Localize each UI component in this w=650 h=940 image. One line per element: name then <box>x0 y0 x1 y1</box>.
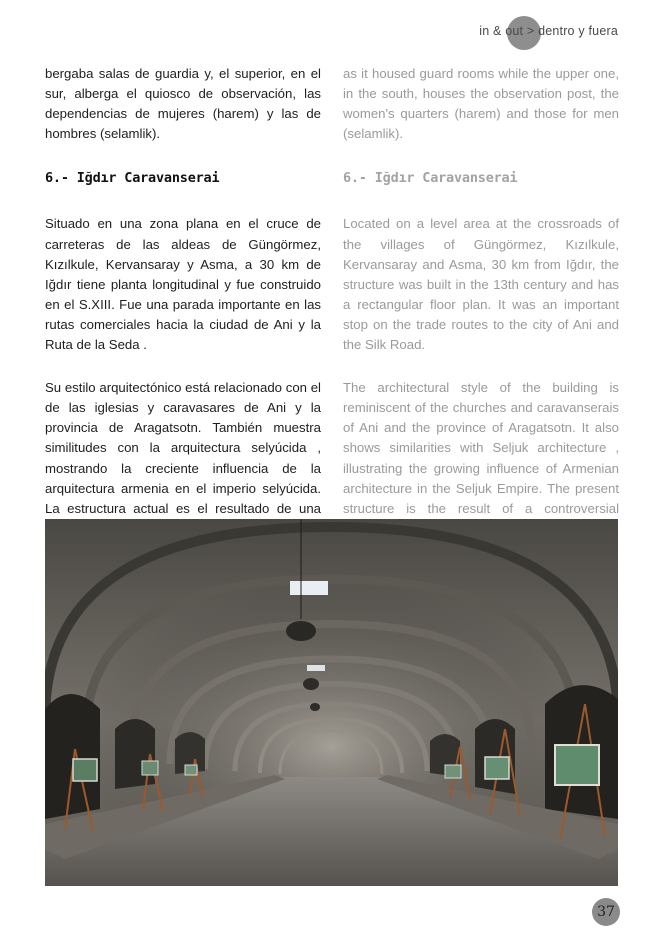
spanish-paragraph-1: Situado en una zona plana en el cruce de carreteras de las aldeas de Güngörmez, Kızılkule, Kervansaray y Asma, a 30 km de Iğdır tiene planta longitudinal y fue construido en el S.XIII. Fue una parada importante en las rutas comerciales hacia la ciudad de Ani y la Ruta de la Seda . <box>45 216 321 353</box>
spanish-intro: bergaba salas de guardia y, el superior, en el sur, alberga el quiosco de observación, las dependencias de mujeres (harem) y las de hombres (selamlik). <box>45 66 321 142</box>
spanish-heading: 6.- Iğdır Caravanserai <box>45 170 220 187</box>
spanish-paragraph-2: Su estilo arquitectónico está relacionado con el de las iglesias y caravasares de Ani y la provincia de Aragatsotn. También muestra similitudes con la arquitectura selyúcida , mostrando la creciente influencia de la arquitectura armenia en el imperio selyúcida. La estructura actual es el resultado de una <box>45 380 321 516</box>
caravanserai-photo <box>45 519 618 886</box>
english-paragraph-2: The architectural style of the building is reminiscent of the churches and caravanserais of Ani and the province of Aragatsotn. It also shows similarities with Seljuk architecture , illustrating the growing influence of Armenian architecture in the Seljuk Empire. The present structure is the result of a controversial <box>343 380 619 516</box>
vaulted-hall-illustration <box>45 519 618 886</box>
page-number: 37 <box>592 898 620 926</box>
spanish-column <box>45 64 321 582</box>
english-heading: 6.- Iğdır Caravanserai <box>343 170 518 187</box>
english-intro: as it housed guard rooms while the upper one, in the south, houses the observation post, the women's quarters (harem) and those for men (selamlik). <box>343 66 619 142</box>
english-paragraph-1: Located on a level area at the crossroads of the villages of Güngörmez, Kızılkule, Kervansaray and Asma, 30 km from Iğdır, the structure was built in the 13th century and has a rectangular floor plan. It was an important stop on the trade routes to the city of Ani and the Silk Road. <box>343 216 619 353</box>
header-title: in & out > dentro y fuera <box>479 24 618 38</box>
english-column <box>343 64 619 562</box>
